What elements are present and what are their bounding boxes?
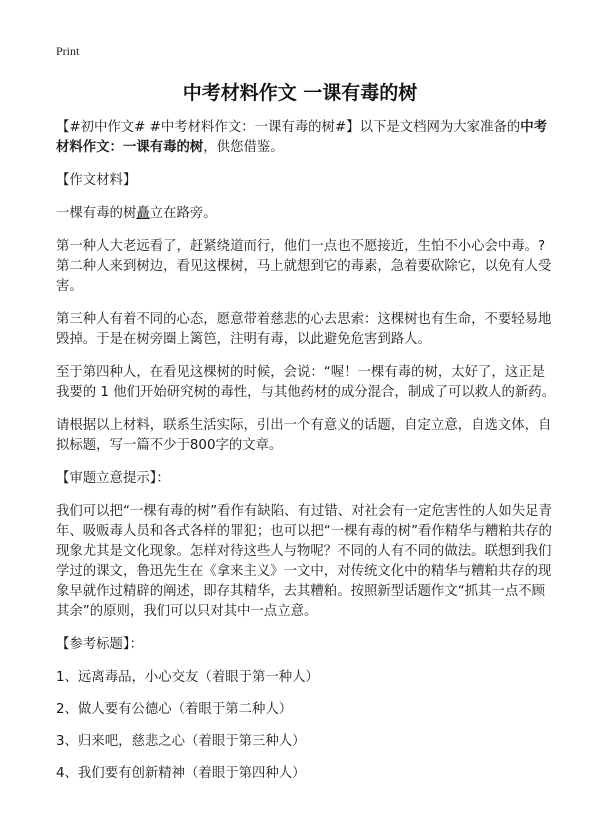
material-paragraph-4: 至于第四种人，在看见这棵树的时候，会说：“喔！一棵有毒的树，太好了，这正是我要的 1 他们开始研究树的毒性，与其他药材的成分混合，制成了可以救人的新药。 [56, 365, 556, 400]
material-line1-b: 矗 [136, 206, 150, 221]
material-paragraph-5: 请根据以上材料，联系生活实际，引出一个有意义的话题，自定立意，自选文体，自拟标题，写一篇不少于800字的文章。 [56, 418, 552, 453]
intro-suffix: ，供您借鉴。 [203, 140, 284, 155]
title-item: 3、归来吧，慈悲之心（着眼于第三种人） [56, 734, 306, 749]
print-label: Print [56, 44, 80, 58]
material-line1 [56, 204, 556, 224]
material-paragraph-3: 第三种人有着不同的心态，愿意带着慈悲的心去思索：这棵树也有生命，不要轻易地毁掉。于是在树旁圈上篱笆，注明有毒，以此避免危害到路人。 [56, 312, 552, 347]
material-line1-c: 立在路旁。 [149, 206, 217, 221]
title-item: 2、做人要有公德心（着眼于第二种人） [56, 702, 293, 717]
intro-bold-title: 中考材料作文：一课有毒的树 [56, 120, 548, 155]
intro-tags: 【#初中作文# #中考材料作文：一课有毒的树#】 [56, 120, 360, 135]
title-item: 4、我们要有创新精神（着眼于第四种人） [56, 766, 306, 781]
guidance-text: 我们可以把“一棵有毒的树”看作有缺陷、有过错、对社会有一定危害性的人如失足青年、吸贩毒人员和各式各样的罪犯；也可以把“一棵有毒的树”看作精华与糟粕共存的现象尤其是文化现象。怎样对待这些人与物呢？不同的人有不同的做法。联想到我们学过的课文，鲁迅先生在《拿来主义》一文中，对传统文化中的精华与糟粕共存的现象早就作过精辟的阐述，即存其精华，去其糟粕。按照新型话题作文“抓其一点不顾其余”的原则，我们可以只对其中一点立意。 [56, 504, 552, 619]
titles-heading: 【参考标题】： [56, 637, 144, 652]
material-line1-a: 一棵有毒的树 [56, 206, 137, 221]
intro-text: 以下是文档网为大家准备的 [359, 120, 521, 135]
material-heading: 【作文材料】 [56, 173, 137, 188]
document-body [56, 118, 556, 796]
document-title: 中考材料作文 一课有毒的树 [182, 82, 418, 104]
intro-paragraph [56, 118, 556, 158]
guidance-heading: 【审题立意提示】： [56, 471, 170, 486]
title-item: 1、远离毒品，小心交友（着眼于第一种人） [56, 670, 319, 685]
material-paragraph-2: 第一种人大老远看了，赶紧绕道而行，他们一点也不愿接近，生怕不小心会中毒。?第二种人来到树边，看见这棵树，马上就想到它的毒素，急着要砍除它，以免有人受害。 [56, 239, 552, 294]
